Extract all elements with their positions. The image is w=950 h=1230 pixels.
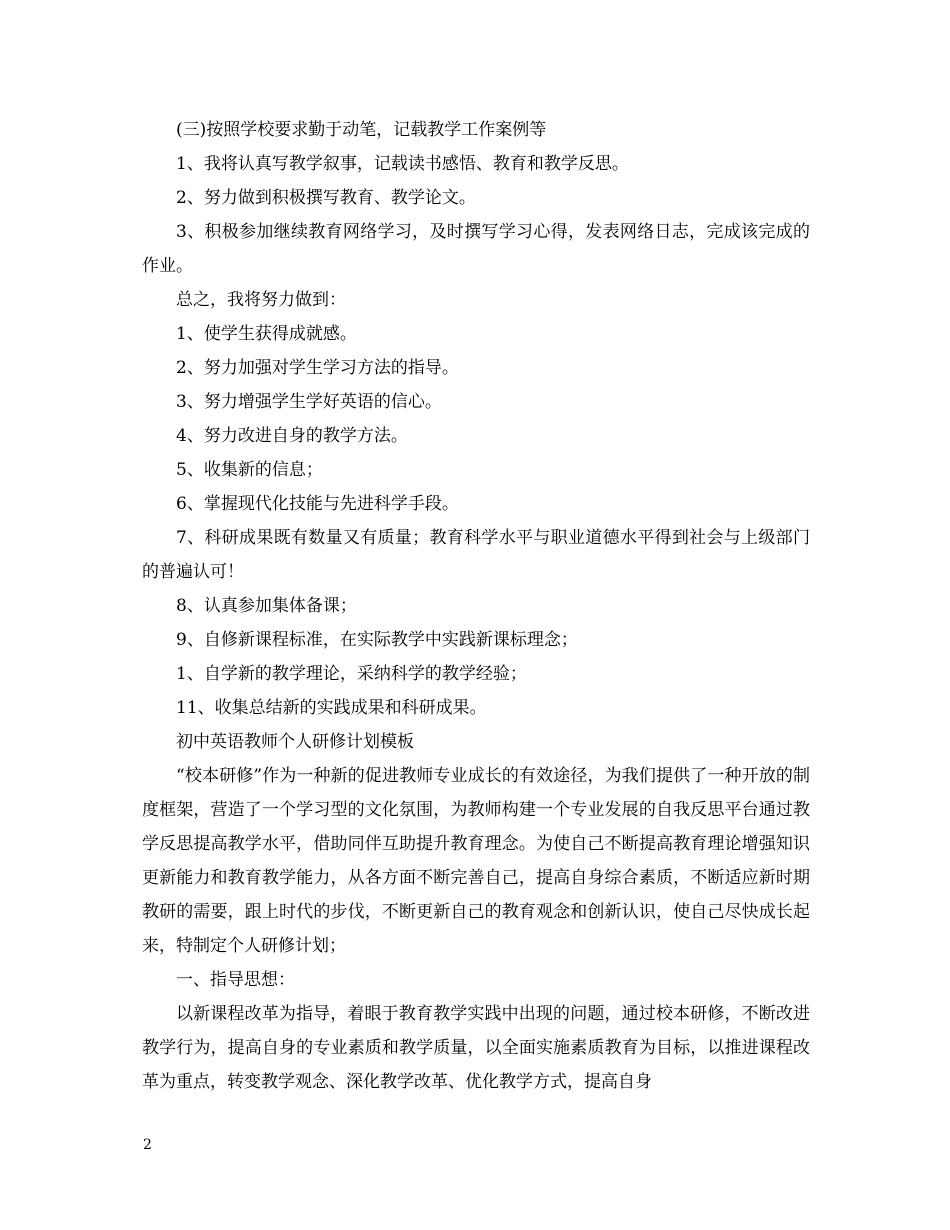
section-heading: 一、指导思想： bbox=[176, 970, 295, 990]
paragraph-20: 以新课程改革为指导，着眼于教育教学实践中出现的问题，通过校本研修，不断改进教学行为，提高自身的专业素质和教学质量，以全面实施素质教育为目标，以推进课程改革为重点，转变教学观念、深化教学改革、优化教学方式，提高自身 bbox=[142, 1004, 810, 1092]
paragraph-16: 11、收集总结新的实践成果和科研成果。 bbox=[176, 698, 487, 718]
paragraph-18: “校本研修”作为一种新的促进教师专业成长的有效途径，为我们提供了一种开放的制度框架，营造了一个学习型的文化氛围，为教师构建一个专业发展的自我反思平台通过教学反思提高教学水平，借助同伴互助提升教育理念。为使自己不断提高教育理论增强知识更新能力和教育教学能力，从各方面不断完善自己，提高自身综合素质，不断适应新时期教研的需要，跟上时代的步伐，不断更新自己的教育观念和创新认识，使自己尽快成长起来，特制定个人研修计划； bbox=[142, 766, 810, 956]
paragraph-13: 8、认真参加集体备课； bbox=[176, 596, 357, 616]
paragraph-5: 总之，我将努力做到： bbox=[176, 290, 346, 310]
paragraph-6: 1、使学生获得成就感。 bbox=[176, 324, 357, 344]
paragraph-1: (三)按照学校要求勤于动笔，记载教学工作案例等 bbox=[176, 120, 547, 140]
paragraph-11: 6、掌握现代化技能与先进科学手段。 bbox=[176, 494, 459, 514]
paragraph-4: 3、积极参加继续教育网络学习，及时撰写学习心得，发表网络日志，完成该完成的作业。 bbox=[142, 222, 810, 276]
paragraph-14: 9、自修新课程标准，在实际教学中实践新课标理念； bbox=[176, 630, 578, 650]
paragraph-15: 1、自学新的教学理论，采纳科学的教学经验； bbox=[176, 664, 527, 684]
paragraph-12: 7、科研成果既有数量又有质量；教育科学水平与职业道德水平得到社会与上级部门的普遍认可！ bbox=[142, 528, 810, 582]
paragraph-10: 5、收集新的信息； bbox=[176, 460, 323, 480]
paragraph-9: 4、努力改进自身的教学方法。 bbox=[176, 426, 408, 446]
page-number: 2 bbox=[143, 1137, 152, 1153]
paragraph-3: 2、努力做到积极撰写教育、教学论文。 bbox=[176, 188, 476, 208]
paragraph-7: 2、努力加强对学生学习方法的指导。 bbox=[176, 358, 459, 378]
document-body bbox=[142, 113, 810, 1099]
section-title: 初中英语教师个人研修计划模板 bbox=[176, 732, 414, 752]
paragraph-2: 1、我将认真写教学叙事，记载读书感悟、教育和教学反思。 bbox=[176, 154, 629, 174]
paragraph-8: 3、努力增强学生学好英语的信心。 bbox=[176, 392, 442, 412]
